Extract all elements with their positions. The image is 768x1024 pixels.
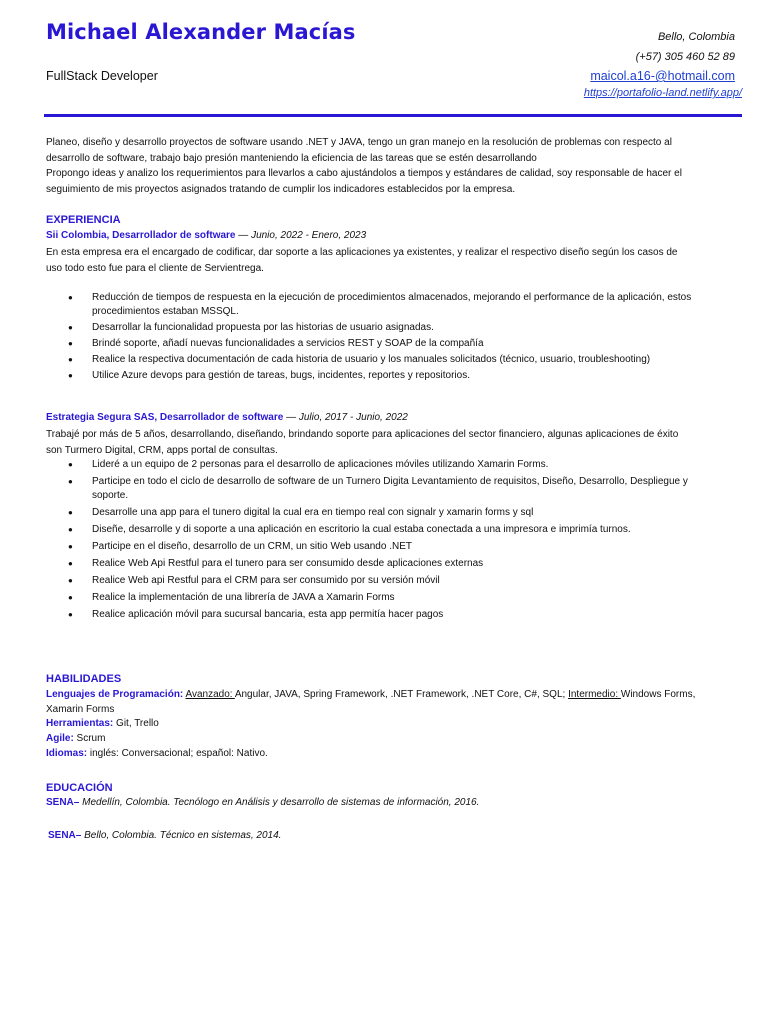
skills-languages-spoken [46,747,736,762]
skill-level-intermediate: Intermedio: [568,689,621,700]
list-item: ● Lideré a un equipo de 2 personas para el desarrollo de aplicaciones móviles utilizando Xamarin Forms. [46,458,726,472]
skill-intermediate-value: Windows Forms, [620,689,696,700]
skill-value: Scrum [73,733,106,744]
job-description-line: Trabajé por más de 5 años, desarrollando, diseñando, brindando soporte para aplicaciones del sector financiero, algunas aplicaciones de éxito [46,429,679,440]
job-separator: — [235,230,252,241]
job-description [46,245,746,276]
skill-label: Herramientas: [46,718,114,729]
skill-level-advanced: Avanzado: [185,689,235,700]
list-item: ● Participe en todo el ciclo de desarrollo de software de un Turnero Digita Levantamiento de requisitos, Diseño, Desarrollo, Despliegue y soporte. [46,475,726,503]
list-item: ● Participe en el diseño, desarrollo de un CRM, un sitio Web usando .NET [46,540,726,554]
job-heading [46,412,408,423]
skills-agile [46,732,736,747]
section-title-education: EDUCACIÓN [46,782,113,794]
list-item: ● Brindé soporte, añadí nuevas funcionalidades a servicios REST y SOAP de la compañía [46,337,726,351]
job-description-line: En esta empresa era el encargado de codificar, dar soporte a las aplicaciones ya existentes, y realizar el respectivo diseño según los casos de [46,247,678,258]
job-bullets [46,458,726,622]
job-role: FullStack Developer [46,69,158,83]
education-item [46,797,479,808]
job-bullets [46,291,726,383]
skill-value: inglés: Conversacional; español: Nativo. [87,748,268,759]
skill-intermediate-value-cont: Xamarin Forms [46,703,115,715]
summary-line: desarrollo de software, trabajo bajo presión manteniendo la eficiencia de las tareas que se estén desarrollando [46,152,537,164]
job-separator: — [283,412,299,423]
education-detail: Bello, Colombia. Técnico en sistemas, 2014. [81,830,282,841]
location: Bello, Colombia [657,31,735,43]
portfolio-link[interactable]: https://portafolio-land.netlify.app/ [583,87,742,99]
job-company: Sii Colombia, Desarrollador de software [46,230,236,241]
list-item: ● Realice Web api Restful para el CRM para ser consumido por su versión móvil [46,574,726,588]
skill-value: Git, Trello [113,718,159,729]
list-item: ● Realice la respectiva documentación de cada historia de usuario y los manuales solicitados (técnico, usuario, troubleshooting) [46,353,726,367]
list-item: ● Reducción de tiempos de respuesta en la ejecución de procedimientos almacenados, mejorando el performance de la aplicación, estos procedimientos estaban MSSQL. [46,291,726,319]
job-dates: Junio, 2022 - Enero, 2023 [251,230,367,241]
section-title-experience: EXPERIENCIA [46,214,121,226]
job-description-line: son Turmero Digital, CRM, apps portal de consultas. [46,444,278,456]
skill-label: Lenguajes de Programación: [46,689,184,700]
email-link[interactable]: maicol.a16-@hotmail.com [590,69,735,83]
education-institution: SENA– [46,797,80,808]
education-institution: SENA– [48,830,82,841]
list-item: ● Realice aplicación móvil para sucursal bancaria, esta app permitía hacer pagos [46,608,726,622]
job-dates: Julio, 2017 - Junio, 2022 [298,412,408,423]
summary-line: seguimiento de mis proyectos asignados tratando de cumplir los indicadores establecidos por la empresa. [46,183,516,195]
job-company: Estrategia Segura SAS, Desarrollador de software [46,412,284,423]
job-description-line: uso todo esto fue para el cliente de Servientrega. [46,262,264,274]
skills-languages [46,688,736,717]
list-item: ● Utilice Azure devops para gestión de tareas, bugs, incidentes, reportes y repositorios. [46,369,726,383]
summary-line: Planeo, diseño y desarrollo proyectos de software usando .NET y JAVA, tengo un gran manejo en la resolución de problemas con respecto al [46,137,672,148]
skill-advanced-value: Angular, JAVA, Spring Framework, .NET Framework, .NET Core, C#, SQL; [234,689,566,700]
skills-tools [46,717,736,732]
list-item: ● Realice Web Api Restful para el tunero para ser consumido desde aplicaciones externas [46,557,726,571]
list-item: ● Desarrolle una app para el tunero digital la cual era en tiempo real con signalr y xamarin forms y sql [46,506,726,520]
summary [46,135,746,197]
skill-label: Agile: [46,733,74,744]
education-item [48,830,281,841]
header-divider [44,114,742,117]
section-title-skills: HABILIDADES [46,673,122,685]
resume-name: Michael Alexander Macías [46,20,356,44]
education-detail: Medellín, Colombia. Tecnólogo en Análisis y desarrollo de sistemas de información, 2016. [79,797,480,808]
skill-label: Idiomas: [46,748,88,759]
summary-line: Propongo ideas y analizo los requerimientos para llevarlos a cabo ajustándolos a tiempos y estándares de calidad, soy responsable de hacer el [46,168,682,179]
list-item: ● Realice la implementación de una librería de JAVA a Xamarin Forms [46,591,726,605]
job-heading [46,230,366,241]
list-item: ● Diseñe, desarrolle y di soporte a una aplicación en escritorio la cual estaba conectada a una impresora e imprimía turnos. [46,523,726,537]
job-description [46,427,746,458]
list-item: ● Desarrollar la funcionalidad propuesta por las historias de usuario asignadas. [46,321,726,335]
phone: (+57) 305 460 52 89 [635,51,735,63]
